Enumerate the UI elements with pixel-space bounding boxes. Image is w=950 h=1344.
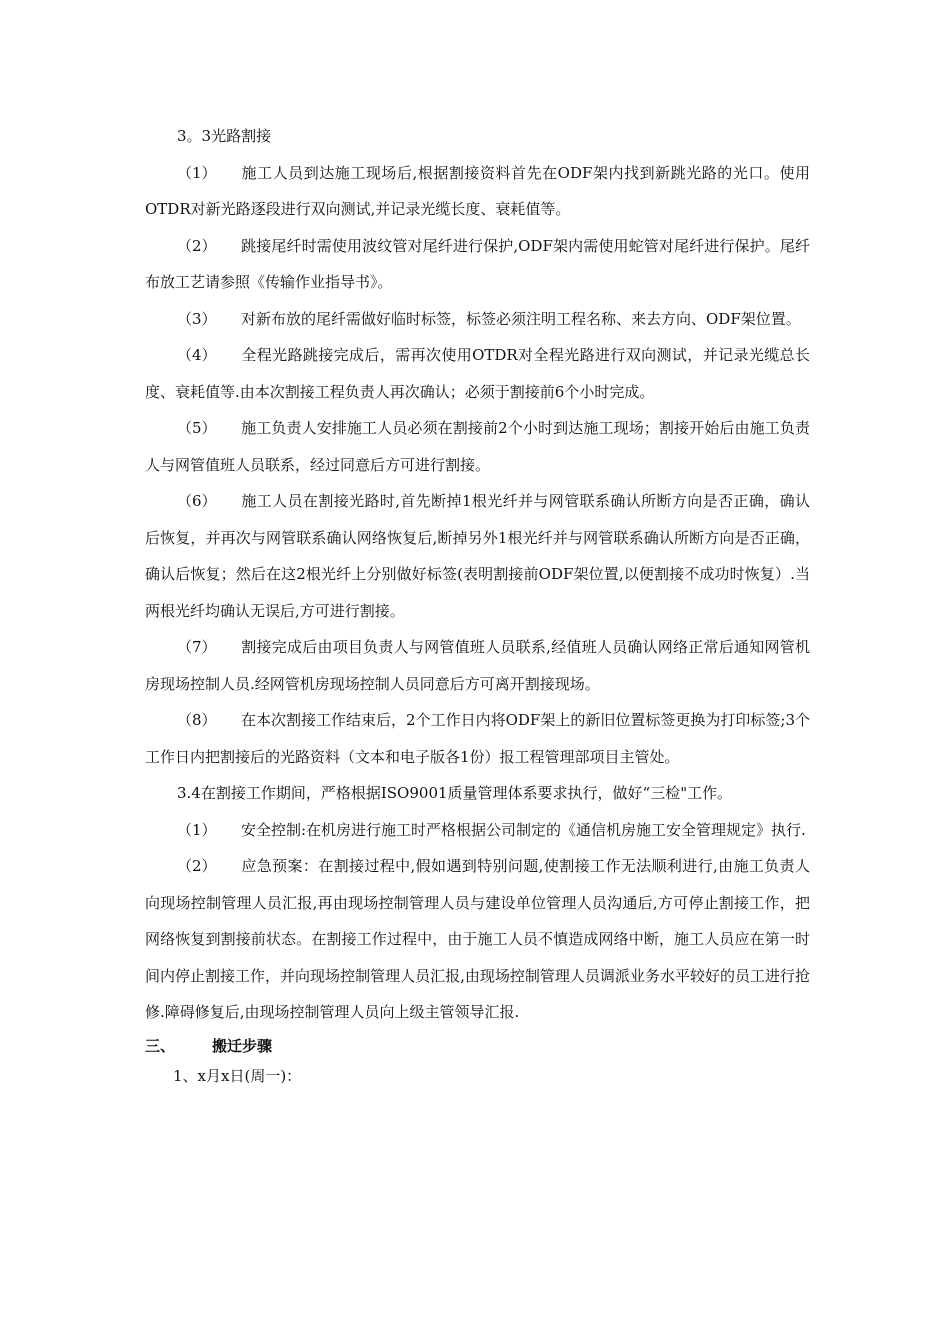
item-text: 安全控制:在机房进行施工时严格根据公司制定的《通信机房施工安全管理规定》执行. [241, 820, 806, 839]
item-number: （6） [177, 492, 217, 510]
item-number: （5） [177, 419, 217, 437]
item-number: （7） [177, 638, 217, 656]
heading-number: 三、 [145, 1036, 176, 1055]
item-text: 应急预案：在割接过程中,假如遇到特别问题,使割接工作无法顺利进行,由施工负责人向现场控制管理人员汇报,再由现场控制管理人员与建设单位管理人员沟通后,方可停止割接工作，把网络恢复到割接前状态。在割接工作过程中，由于施工人员不慎造成网络中断，施工人员应在第一时间内停止割接工作，并向现场控制管理人员汇报,由现场控制管理人员调派业务水平较好的员工进行抢修.障碍修复后,由现场控制管理人员向上级主管领导汇报. [145, 857, 810, 1021]
item-3-3-3 [145, 301, 810, 338]
item-number: （4） [177, 346, 217, 364]
item-text: 施工人员到达施工现场后,根据割接资料首先在ODF架内找到新跳光路的光口。使用OTDR对新光路逐段进行双向测试,并记录光缆长度、衰耗值等。 [145, 163, 810, 218]
item-3-4-1 [145, 812, 810, 849]
step-1: 1、x月x日(周一)： [173, 1066, 302, 1085]
item-3-3-5 [145, 410, 810, 483]
item-text: 在本次割接工作结束后，2个工作日内将ODF架上的新旧位置标签更换为打印标签;3个工作日内把割接后的光路资料（文本和电子版各1份）报工程管理部项目主管处。 [145, 711, 810, 766]
item-number: （8） [177, 711, 217, 729]
item-number: （1） [177, 163, 217, 182]
item-text: 割接完成后由项目负责人与网管值班人员联系,经值班人员确认网络正常后通知网管机房现场控制人员.经网管机房现场控制人员同意后方可离开割接现场。 [145, 638, 810, 693]
item-text: 全程光路跳接完成后，需再次使用OTDR对全程光路进行双向测试，并记录光缆总长度、衰耗值等.由本次割接工程负责人再次确认；必须于割接前6个小时完成。 [145, 346, 810, 401]
item-3-3-2 [145, 228, 810, 301]
item-text: 跳接尾纤时需使用波纹管对尾纤进行保护,ODF架内需使用蛇管对尾纤进行保护。尾纤布放工艺请参照《传输作业指导书》。 [145, 236, 810, 291]
document-body [145, 118, 810, 1091]
item-text: 施工人员在割接光路时,首先断掉1根光纤并与网管联系确认所断方向是否正确，确认后恢复，并再次与网管联系确认网络恢复后,断掉另外1根光纤并与网管联系确认所断方向是否正确，确认后恢复；然后在这2根光纤上分别做好标签(表明割接前ODF架位置,以便割接不成功时恢复）.当两根光纤均确认无误后,方可进行割接。 [145, 492, 810, 620]
item-number: （2） [177, 857, 217, 875]
heading-title: 搬迁步骤 [212, 1036, 273, 1055]
item-text: 对新布放的尾纤需做好临时标签，标签必须注明工程名称、来去方向、ODF架位置。 [241, 309, 801, 328]
item-3-3-4 [145, 337, 810, 410]
section-3-3-title: 3。3光路割接 [177, 127, 272, 145]
section-three-heading [145, 1031, 810, 1061]
item-3-4-2 [145, 848, 810, 1031]
section-3-4-title: 3.4在割接工作期间，严格根据ISO9001质量管理体系要求执行，做好“三检"工作。 [177, 784, 733, 802]
item-3-3-7 [145, 629, 810, 702]
item-number: （1） [177, 820, 217, 839]
item-number: （2） [177, 236, 217, 255]
item-3-3-8 [145, 702, 810, 775]
item-3-3-6 [145, 483, 810, 629]
item-number: （3） [177, 309, 217, 328]
item-3-3-1 [145, 155, 810, 228]
item-text: 施工负责人安排施工人员必须在割接前2个小时到达施工现场；割接开始后由施工负责人与网管值班人员联系，经过同意后方可进行割接。 [145, 419, 810, 474]
